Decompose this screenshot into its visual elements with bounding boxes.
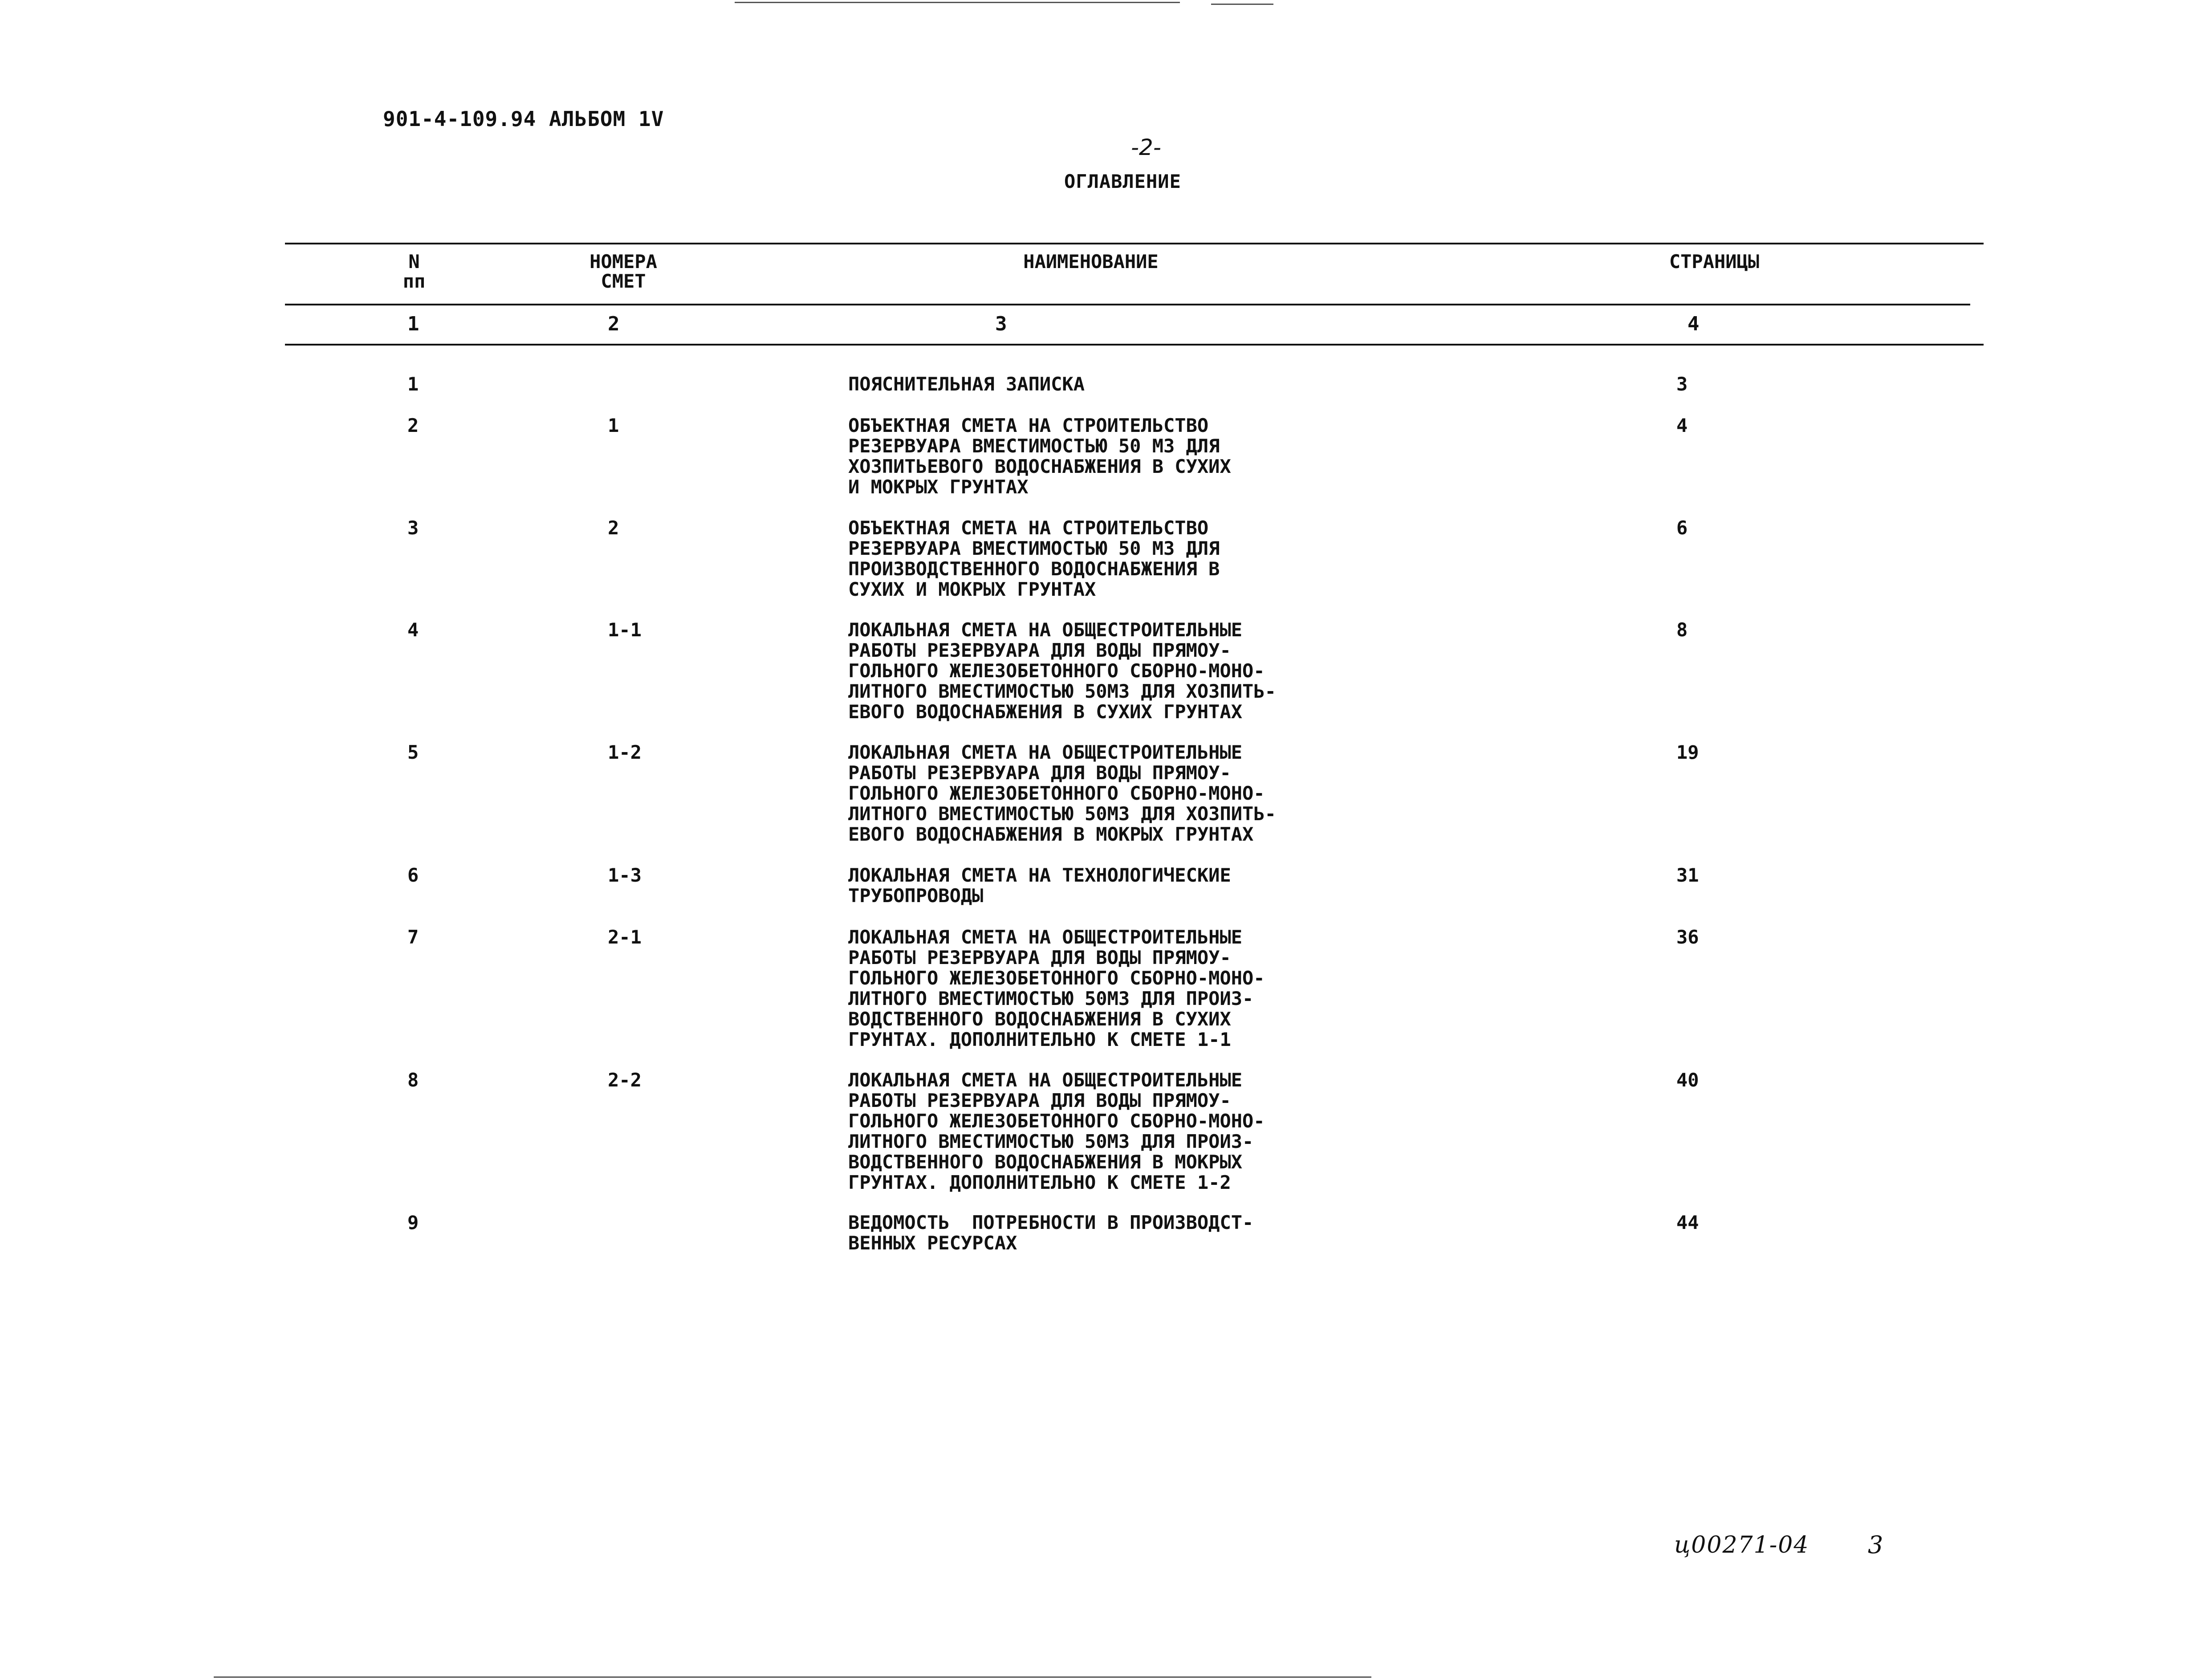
document-code: 901-4-109.94 АЛЬБОМ 1V xyxy=(383,107,664,131)
column-number-1: 1 xyxy=(407,313,419,335)
row-name: ЛОКАЛЬНАЯ СМЕТА НА ОБЩЕСТРОИТЕЛЬНЫЕ РАБОТЫ РЕЗЕРВУАРА ДЛЯ ВОДЫ ПРЯМОУ- ГОЛЬНОГО ЖЕЛЕЗОБЕТОННОГО СБОРНО-МОНО- ЛИТНОГО ВМЕСТИМОСТЬЮ 50М3 ДЛЯ ХОЗПИТЬ- ЕВОГО ВОДОСНАБЖЕНИЯ В МОКРЫХ ГРУНТАХ xyxy=(848,741,1276,845)
row-name: ВЕДОМОСТЬ ПОТРЕБНОСТИ В ПРОИЗВОДСТ- ВЕННЫХ РЕСУРСАХ xyxy=(848,1212,1254,1254)
handwritten-stamp: ц00271-04 xyxy=(1674,1532,1809,1558)
scan-artifact-top xyxy=(735,2,1180,3)
column-header-smeta: НОМЕРА СМЕТ xyxy=(590,251,657,292)
column-number-3: 3 xyxy=(995,313,1007,335)
toc-title: ОГЛАВЛЕНИЕ xyxy=(1064,171,1181,192)
row-page: 3 xyxy=(1676,373,1688,395)
row-page: 8 xyxy=(1676,619,1688,641)
row-page: 4 xyxy=(1676,415,1688,436)
row-number: 3 xyxy=(407,517,419,539)
row-name: ОБЪЕКТНАЯ СМЕТА НА СТРОИТЕЛЬСТВО РЕЗЕРВУАРА ВМЕСТИМОСТЬЮ 50 М3 ДЛЯ ПРОИЗВОДСТВЕННОГО ВОДОСНАБЖЕНИЯ В СУХИХ И МОКРЫХ ГРУНТАХ xyxy=(848,517,1220,600)
row-smeta: 2 xyxy=(608,517,619,539)
row-number: 8 xyxy=(407,1069,419,1091)
scan-artifact-top-short xyxy=(1211,4,1273,5)
column-header-pages: СТРАНИЦЫ xyxy=(1669,251,1760,273)
column-number-2: 2 xyxy=(608,313,620,335)
row-number: 7 xyxy=(407,926,419,948)
row-number: 2 xyxy=(407,415,419,436)
column-header-n: N пп xyxy=(403,251,426,292)
table-colnum-rule xyxy=(285,344,1984,346)
column-number-4: 4 xyxy=(1687,313,1700,335)
row-number: 4 xyxy=(407,619,419,641)
row-number: 5 xyxy=(407,741,419,763)
sheet-number: 3 xyxy=(1868,1531,1883,1559)
row-smeta: 1-3 xyxy=(608,864,642,886)
row-name: ОБЪЕКТНАЯ СМЕТА НА СТРОИТЕЛЬСТВО РЕЗЕРВУАРА ВМЕСТИМОСТЬЮ 50 М3 ДЛЯ ХОЗПИТЬЕВОГО ВОДОСНАБЖЕНИЯ В СУХИХ И МОКРЫХ ГРУНТАХ xyxy=(848,415,1231,498)
row-page: 40 xyxy=(1676,1069,1699,1091)
row-smeta: 2-1 xyxy=(608,926,642,948)
table-header-rule xyxy=(285,304,1970,305)
row-page: 6 xyxy=(1676,517,1688,539)
row-name: ПОЯСНИТЕЛЬНАЯ ЗАПИСКА xyxy=(848,373,1085,395)
row-number: 6 xyxy=(407,864,419,886)
row-page: 36 xyxy=(1676,926,1699,948)
row-name: ЛОКАЛЬНАЯ СМЕТА НА ОБЩЕСТРОИТЕЛЬНЫЕ РАБОТЫ РЕЗЕРВУАРА ДЛЯ ВОДЫ ПРЯМОУ- ГОЛЬНОГО ЖЕЛЕЗОБЕТОННОГО СБОРНО-МОНО- ЛИТНОГО ВМЕСТИМОСТЬЮ 50М3 ДЛЯ ХОЗПИТЬ- ЕВОГО ВОДОСНАБЖЕНИЯ В СУХИХ ГРУНТАХ xyxy=(848,619,1276,723)
page-number: -2- xyxy=(1131,134,1161,160)
row-page: 31 xyxy=(1676,864,1699,886)
column-header-name: НАИМЕНОВАНИЕ xyxy=(1023,251,1159,273)
row-name: ЛОКАЛЬНАЯ СМЕТА НА ОБЩЕСТРОИТЕЛЬНЫЕ РАБОТЫ РЕЗЕРВУАРА ДЛЯ ВОДЫ ПРЯМОУ- ГОЛЬНОГО ЖЕЛЕЗОБЕТОННОГО СБОРНО-МОНО- ЛИТНОГО ВМЕСТИМОСТЬЮ 50М3 ДЛЯ ПРОИЗ- ВОДСТВЕННОГО ВОДОСНАБЖЕНИЯ В СУХИХ ГРУНТАХ. ДОПОЛНИТЕЛЬНО К СМЕТЕ 1-1 xyxy=(848,926,1265,1050)
row-smeta: 2-2 xyxy=(608,1069,642,1091)
row-smeta: 1-1 xyxy=(608,619,642,641)
row-page: 44 xyxy=(1676,1212,1699,1233)
row-smeta: 1-2 xyxy=(608,741,642,763)
row-name: ЛОКАЛЬНАЯ СМЕТА НА ТЕХНОЛОГИЧЕСКИЕ ТРУБОПРОВОДЫ xyxy=(848,864,1231,907)
scan-artifact-bottom xyxy=(214,1676,1371,1678)
row-smeta: 1 xyxy=(608,415,619,436)
row-name: ЛОКАЛЬНАЯ СМЕТА НА ОБЩЕСТРОИТЕЛЬНЫЕ РАБОТЫ РЕЗЕРВУАРА ДЛЯ ВОДЫ ПРЯМОУ- ГОЛЬНОГО ЖЕЛЕЗОБЕТОННОГО СБОРНО-МОНО- ЛИТНОГО ВМЕСТИМОСТЬЮ 50М3 ДЛЯ ПРОИЗ- ВОДСТВЕННОГО ВОДОСНАБЖЕНИЯ В МОКРЫХ ГРУНТАХ. ДОПОЛНИТЕЛЬНО К СМЕТЕ 1-2 xyxy=(848,1069,1265,1193)
table-top-rule xyxy=(285,243,1984,244)
row-page: 19 xyxy=(1676,741,1699,763)
row-number: 9 xyxy=(407,1212,419,1233)
row-number: 1 xyxy=(407,373,419,395)
